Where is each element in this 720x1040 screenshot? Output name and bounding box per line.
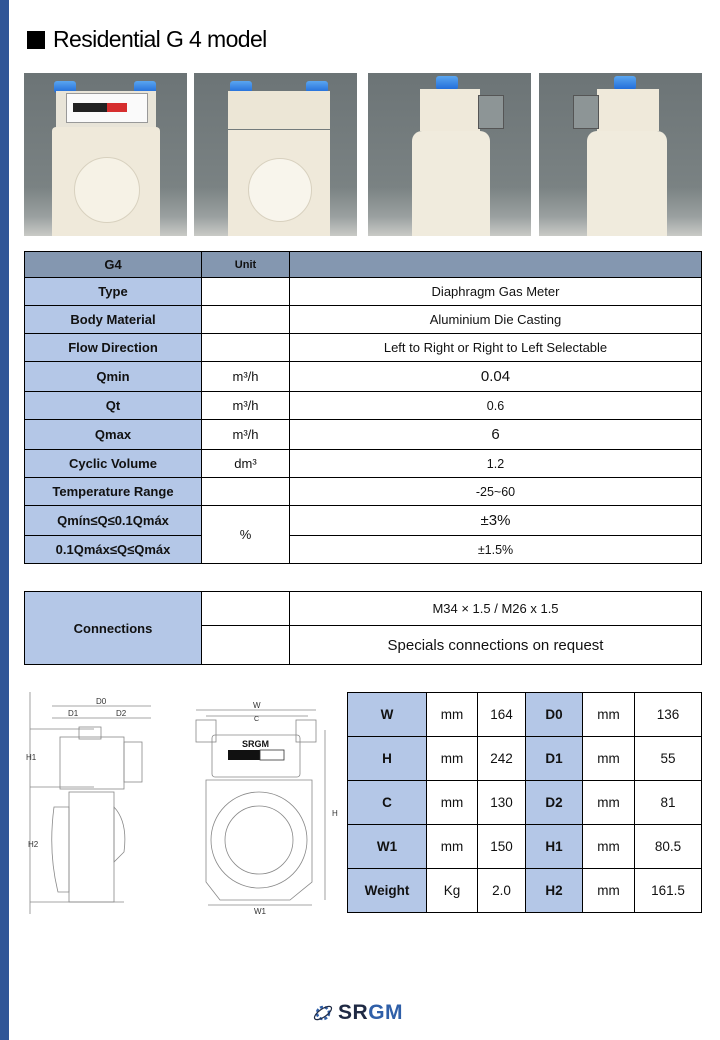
row-label: Qmin	[25, 362, 202, 392]
header-unit: Unit	[202, 252, 290, 278]
connections-table	[24, 591, 702, 665]
dim-key: D1	[526, 737, 583, 781]
drawing-brand: SRGM	[242, 739, 269, 749]
table-row	[25, 478, 702, 506]
dim-value: 161.5	[635, 869, 702, 913]
row-unit: m³/h	[202, 362, 290, 392]
label-h2: H2	[28, 840, 39, 849]
row-unit: m³/h	[202, 392, 290, 420]
table-row	[348, 781, 702, 825]
dim-unit: mm	[427, 781, 478, 825]
dim-key: C	[348, 781, 427, 825]
label-h1: H1	[26, 753, 37, 762]
left-accent-bar	[0, 0, 9, 1040]
connections-label: Connections	[25, 592, 202, 665]
dim-value: 136	[635, 693, 702, 737]
row-value: Diaphragm Gas Meter	[290, 278, 702, 306]
row-value: Aluminium Die Casting	[290, 306, 702, 334]
table-row	[25, 392, 702, 420]
table-row	[25, 334, 702, 362]
label-d0: D0	[96, 697, 107, 706]
photo-front	[24, 73, 187, 236]
label-w: W	[253, 701, 261, 710]
photo-side-left	[539, 73, 702, 236]
row-label: Flow Direction	[25, 334, 202, 362]
row-unit	[202, 478, 290, 506]
dim-key: D2	[526, 781, 583, 825]
dim-key: W	[348, 693, 427, 737]
dim-key: Weight	[348, 869, 427, 913]
spec-table	[24, 251, 702, 564]
dimensions-table	[347, 692, 702, 913]
dim-unit: mm	[583, 781, 635, 825]
square-bullet-icon	[27, 31, 45, 49]
row-label: Qmax	[25, 420, 202, 450]
logo-text-sr: SR	[338, 1001, 369, 1024]
connections-value: Specials connections on request	[290, 626, 702, 665]
row-label: Body Material	[25, 306, 202, 334]
header-value	[290, 252, 702, 278]
table-row	[25, 450, 702, 478]
register-box	[478, 95, 504, 129]
dim-value: 81	[635, 781, 702, 825]
row-unit: m³/h	[202, 420, 290, 450]
row-value: ±3%	[290, 506, 702, 536]
dim-unit: mm	[583, 869, 635, 913]
dim-key: H1	[526, 825, 583, 869]
table-row	[25, 506, 702, 536]
table-row	[25, 362, 702, 392]
side-view-drawing	[24, 692, 159, 917]
dim-value: 2.0	[478, 869, 526, 913]
row-label: Qmín≤Q≤0.1Qmáx	[25, 506, 202, 536]
label-w1: W1	[254, 907, 266, 916]
table-row	[348, 737, 702, 781]
dim-unit: mm	[583, 737, 635, 781]
dim-key: H2	[526, 869, 583, 913]
dim-key: H	[348, 737, 427, 781]
row-unit	[202, 334, 290, 362]
row-label: Temperature Range	[25, 478, 202, 506]
label-h: H	[332, 809, 338, 818]
table-row	[25, 592, 702, 626]
dim-unit: mm	[583, 693, 635, 737]
dim-key: W1	[348, 825, 427, 869]
row-label: Type	[25, 278, 202, 306]
dim-value: 55	[635, 737, 702, 781]
front-view-drawing	[190, 700, 340, 920]
table-row	[348, 825, 702, 869]
row-label: Qt	[25, 392, 202, 420]
row-unit	[202, 278, 290, 306]
table-row	[25, 306, 702, 334]
dim-unit: mm	[583, 825, 635, 869]
dim-unit: mm	[427, 737, 478, 781]
gear-globe-icon	[312, 1002, 334, 1024]
footer-logo	[312, 1001, 403, 1025]
counter-digits	[228, 750, 260, 760]
table-row	[348, 869, 702, 913]
photo-side-right	[368, 73, 531, 236]
row-unit: %	[202, 506, 290, 564]
row-value: 1.2	[290, 450, 702, 478]
label-c: C	[254, 716, 260, 723]
dim-unit: Kg	[427, 869, 478, 913]
table-row	[25, 536, 702, 564]
table-row	[25, 420, 702, 450]
connections-unit	[202, 592, 290, 626]
connections-unit	[202, 626, 290, 665]
dim-key: D0	[526, 693, 583, 737]
table-header-row	[25, 252, 702, 278]
row-unit: dm³	[202, 450, 290, 478]
dim-value: 150	[478, 825, 526, 869]
register-box	[573, 95, 599, 129]
dim-value: 130	[478, 781, 526, 825]
row-unit	[202, 306, 290, 334]
photo-back	[194, 73, 357, 236]
row-value: ±1.5%	[290, 536, 702, 564]
row-value: 0.6	[290, 392, 702, 420]
row-value: 0.04	[290, 362, 702, 392]
dim-unit: mm	[427, 825, 478, 869]
row-label: 0.1Qmáx≤Q≤Qmáx	[25, 536, 202, 564]
page-title-text: Residential G 4 model	[53, 26, 267, 52]
table-row	[348, 693, 702, 737]
meter-body	[52, 127, 160, 236]
row-value: 6	[290, 420, 702, 450]
page-title	[27, 26, 267, 53]
label-d1: D1	[68, 709, 79, 718]
label-d2: D2	[116, 709, 127, 718]
dim-value: 80.5	[635, 825, 702, 869]
header-model: G4	[25, 252, 202, 278]
dim-unit: mm	[427, 693, 478, 737]
product-photos	[24, 73, 702, 236]
logo-text-gm: GM	[368, 1001, 404, 1024]
row-value: -25~60	[290, 478, 702, 506]
register-plate	[66, 93, 148, 123]
dim-value: 242	[478, 737, 526, 781]
row-label: Cyclic Volume	[25, 450, 202, 478]
row-value: Left to Right or Right to Left Selectable	[290, 334, 702, 362]
table-row	[25, 278, 702, 306]
connections-value: M34 × 1.5 / M26 x 1.5	[290, 592, 702, 626]
dim-value: 164	[478, 693, 526, 737]
